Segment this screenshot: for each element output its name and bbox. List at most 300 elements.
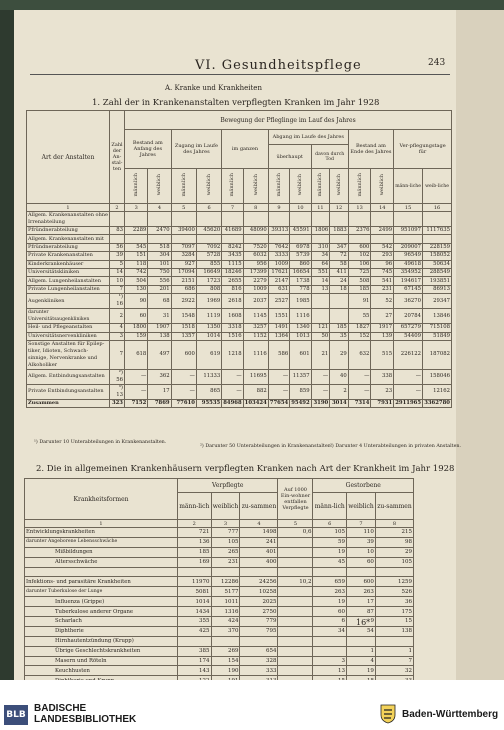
cell-value: 3284	[171, 252, 196, 260]
table-row	[27, 235, 452, 243]
cell-value: 6	[313, 617, 347, 627]
cell-value: 779	[240, 617, 278, 627]
cell-value: 2376	[348, 227, 371, 235]
cell-value: 8242	[222, 243, 243, 251]
cell-value: 956	[243, 260, 268, 268]
cell-value: 2025	[240, 597, 278, 607]
cell-value: 338	[371, 369, 394, 384]
cell-value: 106	[348, 260, 371, 268]
cell-value: 1011	[211, 597, 240, 607]
cell-value: 1723	[196, 277, 221, 285]
cell-value: 118	[125, 260, 148, 268]
cell-value: 16649	[196, 268, 221, 276]
cell-value: 1350	[196, 324, 221, 332]
table-row	[25, 646, 414, 656]
cell-value	[211, 567, 240, 577]
cell-value: 102	[348, 252, 371, 260]
cell-value: 1115	[222, 260, 243, 268]
column-number: 16	[423, 204, 452, 212]
cell-value	[278, 656, 313, 666]
cell-value: 2750	[240, 607, 278, 617]
cell-value: 77610	[171, 399, 196, 407]
cell-value: 424	[211, 617, 240, 627]
cell-value: 1907	[148, 324, 171, 332]
col-verpflegte: Verpflegte	[178, 479, 278, 493]
cell-value: 1014	[196, 332, 221, 340]
row-label: Altersschwäche	[25, 557, 178, 567]
table-row	[27, 260, 452, 268]
cell-value: 1013	[290, 332, 311, 340]
table-row	[27, 369, 452, 384]
cell-value	[311, 309, 330, 324]
cell-count: 7	[110, 340, 125, 369]
cell-value	[311, 212, 330, 227]
row-label: Private Lungenheilanstalten	[27, 285, 110, 293]
cell-value: 72	[330, 252, 349, 260]
cell-value: 6978	[290, 243, 311, 251]
column-number: 5	[278, 520, 313, 528]
cell-value: 45620	[196, 227, 221, 235]
col-verpflegungstage: Ver-pflegungstage für	[394, 130, 452, 169]
column-number: 13	[348, 204, 371, 212]
cell-value: 1218	[222, 340, 243, 369]
cell-value: 541	[371, 277, 394, 285]
cell-value: 185	[178, 547, 212, 557]
cell-value: 15	[375, 617, 413, 627]
cell-value: 59	[313, 537, 347, 547]
cell-value: 231	[211, 557, 240, 567]
cell-value	[347, 636, 376, 646]
sub-z: zu-sammen	[375, 493, 413, 520]
sub-m: männlich	[180, 173, 187, 197]
cell-value: 201	[148, 285, 171, 293]
cell-value: 20784	[394, 309, 423, 324]
cell-value: 2279	[243, 277, 268, 285]
page-number: 243	[428, 58, 446, 68]
cell-value: 169	[178, 557, 212, 567]
row-label: darunter Universitätsaugenkliniken	[27, 309, 110, 324]
cell-value: 54409	[394, 332, 423, 340]
table-row	[27, 243, 452, 251]
cell-value: 1316	[211, 607, 240, 617]
cell-value: 187082	[423, 340, 452, 369]
column-numbers	[25, 520, 414, 528]
row-label	[25, 567, 178, 577]
col-zahl: Zahl der An-stal-ten	[110, 111, 125, 204]
cell-value: 1516	[222, 332, 243, 340]
cell-value: —	[311, 369, 330, 384]
cell-value	[171, 212, 196, 227]
cell-value: 795	[240, 626, 278, 636]
cell-value: 1806	[311, 227, 330, 235]
cell-value: 545	[125, 243, 148, 251]
cell-value: 11970	[178, 577, 212, 587]
col-abgang: Abgang im Laufe des Jahres	[268, 130, 348, 145]
cell-value	[278, 547, 313, 557]
cell-value	[178, 567, 212, 577]
cell-value: 68	[148, 294, 171, 309]
section-title: VI. Gesundheitspflege	[195, 58, 362, 73]
cell-value: 3333	[268, 252, 289, 260]
cell-value: 32	[375, 666, 413, 676]
cell-value: 67145	[394, 285, 423, 293]
cell-value: 951097	[394, 227, 423, 235]
cell-value: 1551	[268, 309, 289, 324]
cell-value: 5081	[178, 587, 212, 597]
cell-value: 174	[178, 656, 212, 666]
table-row	[27, 277, 452, 285]
cell-value	[423, 235, 452, 243]
cell-value: 6032	[243, 252, 268, 260]
column-number: 9	[268, 204, 289, 212]
cell-value: 385	[178, 646, 212, 656]
cell-value: 657279	[394, 324, 423, 332]
cell-value: 3	[313, 656, 347, 666]
cell-value: 241	[240, 537, 278, 547]
column-number: 6	[313, 520, 347, 528]
cell-value: 686	[171, 285, 196, 293]
cell-value: 1014	[178, 597, 212, 607]
row-label: Heil- und Pflegeanstalten	[27, 324, 110, 332]
cell-value: 1491	[268, 324, 289, 332]
cell-value: 77654	[269, 400, 289, 407]
cell-value	[375, 636, 413, 646]
cell-value: 742	[125, 268, 148, 276]
cell-value: 551	[311, 268, 330, 276]
cell-value	[243, 212, 268, 227]
cell-value: 130	[125, 285, 148, 293]
cell-value: 401	[240, 547, 278, 557]
col-gestorbene: Gestorbene	[313, 479, 414, 493]
sub-m: männlich	[356, 173, 363, 197]
cell-value: 7	[375, 656, 413, 666]
cell-value	[125, 235, 148, 243]
column-number: 1	[27, 204, 110, 212]
cell-value: 215	[375, 528, 413, 538]
column-number: 7	[222, 204, 243, 212]
cell-value: —	[394, 369, 423, 384]
cell-value: 860	[290, 260, 311, 268]
sub-w: weiblich	[156, 174, 163, 196]
table-row	[25, 537, 414, 547]
cell-value: 310	[311, 243, 330, 251]
row-label: Diphtherie	[25, 626, 178, 636]
cell-value: 35	[330, 332, 349, 340]
table-row	[27, 252, 452, 260]
cell-value	[125, 212, 148, 227]
cell-value: 39	[347, 537, 376, 547]
cell-value: 87	[347, 607, 376, 617]
cell-value	[330, 294, 349, 309]
cell-value: 304	[148, 252, 171, 260]
cell-value	[313, 636, 347, 646]
cell-value: 139	[371, 332, 394, 340]
cell-value: 333	[240, 666, 278, 676]
sub-m: männlich	[317, 173, 324, 197]
cell-value: 1738	[290, 277, 311, 285]
cell-value: 2289	[125, 227, 148, 235]
cell-value: 3362780	[424, 400, 450, 407]
sub-ml: männ-liche	[394, 169, 423, 204]
row-label: Entwicklungskrankheiten	[25, 528, 178, 538]
cell-value: 5739	[290, 252, 311, 260]
table-row	[27, 309, 452, 324]
col-zugang: Zugang im Laufe des Jahres	[171, 130, 222, 169]
cell-value	[278, 646, 313, 656]
cell-value: 190	[211, 666, 240, 676]
cell-value: 17621	[268, 268, 289, 276]
cell-value: 12286	[211, 577, 240, 587]
cell-value: 159	[125, 332, 148, 340]
cell-value: 865	[196, 384, 221, 399]
cell-value: 9	[347, 617, 376, 627]
col-bestand-anfang: Bestand am Anfang des Jahres	[125, 130, 172, 169]
column-number: 8	[375, 520, 413, 528]
cell-value: 1119	[196, 309, 221, 324]
cell-value	[148, 212, 171, 227]
cell-value	[278, 567, 313, 577]
cell-value: 105	[375, 557, 413, 567]
total-row	[27, 399, 452, 407]
cell-value: 542	[371, 243, 394, 251]
cell-value: 7869	[148, 399, 171, 407]
table-row	[25, 666, 414, 676]
library-name	[34, 703, 136, 725]
table-row	[25, 587, 414, 597]
cell-value	[311, 235, 330, 243]
cell-value: 96549	[394, 252, 423, 260]
footnote-1: ¹) Darunter 10 Unterabteilungen in Krankenanstalten.	[34, 440, 167, 445]
cell-value	[330, 235, 349, 243]
sub-w: weiblich	[347, 493, 376, 520]
cell-value: 17	[148, 384, 171, 399]
cell-value: 60	[125, 309, 148, 324]
row-label: Masern und Röteln	[25, 656, 178, 666]
cell-value: 600	[347, 577, 376, 587]
library-name-line2: LANDESBIBLIOTHEK	[34, 714, 137, 725]
cell-value: 411	[330, 268, 349, 276]
cell-value: —	[125, 384, 148, 399]
cell-value: 24256	[240, 577, 278, 587]
row-label: Augenkliniken	[27, 294, 110, 309]
row-label: Mißbildungen	[25, 547, 178, 557]
cell-value: 16654	[290, 268, 311, 276]
cell-value: 151	[125, 252, 148, 260]
row-label: Infektions- und parasitäre Krankheiten	[25, 577, 178, 587]
column-number: 7	[347, 520, 376, 528]
cell-value: 1340	[290, 324, 311, 332]
cell-value: 508	[348, 277, 371, 285]
cell-value	[240, 636, 278, 646]
cell-value: 1917	[371, 324, 394, 332]
cell-value: 84968	[223, 400, 242, 407]
cell-value: 2037	[243, 294, 268, 309]
cell-value: —	[222, 369, 243, 384]
cell-value: 228159	[423, 243, 452, 251]
state-name: Baden-Württemberg	[402, 709, 499, 720]
cell-value	[347, 567, 376, 577]
row-label: Universitätsnervenkliniken	[27, 332, 110, 340]
column-number: 6	[196, 204, 221, 212]
cell-value: 1883	[330, 227, 349, 235]
cell-value: 927	[171, 260, 196, 268]
cell-value	[394, 212, 423, 227]
row-label: Tuberkulose anderer Organe	[25, 607, 178, 617]
cell-value	[240, 567, 278, 577]
column-number: 11	[311, 204, 330, 212]
cell-value: 7092	[196, 243, 221, 251]
cell-value: 1608	[222, 309, 243, 324]
cell-value: 4	[347, 656, 376, 666]
cell-value: 1152	[243, 332, 268, 340]
row-label: Private Entbindungsanstalten	[27, 384, 110, 399]
cell-value	[278, 607, 313, 617]
cell-value: 13846	[423, 309, 452, 324]
cell-value: 98	[375, 537, 413, 547]
cell-value: 154	[211, 656, 240, 666]
table-hospital-patients	[26, 110, 452, 408]
cell-value: 49618	[394, 260, 423, 268]
cell-value	[211, 636, 240, 646]
cell-value: 1434	[178, 607, 212, 617]
column-number: 12	[330, 204, 349, 212]
cell-count	[110, 212, 125, 227]
cell-value	[222, 235, 243, 243]
row-label: darunter Angeborene Lebensschwäche	[25, 537, 178, 547]
cell-value: —	[222, 384, 243, 399]
column-number: 3	[125, 204, 148, 212]
cell-value: 2147	[268, 277, 289, 285]
cell-value	[222, 212, 243, 227]
cell-value: 52	[371, 294, 394, 309]
sub-w: weiblich	[297, 174, 304, 196]
cell-value: 105	[211, 537, 240, 547]
cell-count: 39	[110, 252, 125, 260]
cell-value	[278, 617, 313, 627]
cell-value: 1364	[268, 332, 289, 340]
table-row	[27, 227, 452, 235]
cell-value: 631	[268, 285, 289, 293]
cell-value: 855	[196, 260, 221, 268]
cell-value: 7520	[243, 243, 268, 251]
cell-count: 14	[110, 268, 125, 276]
column-number: 3	[211, 520, 240, 528]
cell-value	[311, 294, 330, 309]
cell-value	[278, 597, 313, 607]
cell-value: 600	[171, 340, 196, 369]
sub-w: weiblich	[211, 493, 240, 520]
cell-value: 859	[290, 384, 311, 399]
cell-value: 58	[330, 260, 349, 268]
table-row	[27, 324, 452, 332]
table-row	[25, 636, 414, 646]
sub-w: weiblich	[206, 174, 213, 196]
cell-value: 1009	[243, 285, 268, 293]
cell-value: 18	[330, 285, 349, 293]
cell-value: 60	[313, 607, 347, 617]
cell-value	[196, 212, 221, 227]
cell-count: ¹) 16	[110, 294, 125, 309]
column-number: 15	[394, 204, 423, 212]
cell-value: 101	[148, 260, 171, 268]
cell-value: 2499	[371, 227, 394, 235]
row-label: Hirnhautentzündung (Krupp)	[25, 636, 178, 646]
cell-value: 175	[375, 607, 413, 617]
cell-value	[278, 636, 313, 646]
cell-value: 7931	[371, 399, 394, 407]
cell-value: —	[348, 384, 371, 399]
cell-value: 1259	[375, 577, 413, 587]
cell-value: 54	[347, 626, 376, 636]
table-row	[27, 384, 452, 399]
sub-m: männlich	[229, 173, 236, 197]
cell-value: 143	[178, 666, 212, 676]
cell-value: 1969	[196, 294, 221, 309]
cell-count: 56	[110, 243, 125, 251]
cell-value: 362	[148, 369, 171, 384]
cell-value: 193851	[423, 277, 452, 285]
column-number: 14	[371, 204, 394, 212]
cell-value: 777	[211, 528, 240, 538]
page-mark: 16*	[356, 618, 371, 627]
cell-value: 34	[313, 626, 347, 636]
cell-value: 7642	[268, 243, 289, 251]
cell-value: 1116	[290, 309, 311, 324]
cell-count: 5	[110, 260, 125, 268]
cell-value: 618	[125, 340, 148, 369]
cell-value	[348, 212, 371, 227]
table-row	[27, 285, 452, 293]
cell-value	[278, 557, 313, 567]
cell-value: 152	[348, 332, 371, 340]
cell-value: 36	[375, 597, 413, 607]
cell-count: 3	[110, 332, 125, 340]
table-row	[27, 294, 452, 309]
cell-value: 1116	[243, 340, 268, 369]
cell-count: 4	[110, 324, 125, 332]
cell-value: 1800	[125, 324, 148, 332]
cell-value: 60	[347, 557, 376, 567]
row-label: Keuchhusten	[25, 666, 178, 676]
cell-value	[290, 212, 311, 227]
cell-value: 91	[348, 294, 371, 309]
table-row	[25, 597, 414, 607]
cell-value: 209007	[394, 243, 423, 251]
cell-value: 17399	[243, 268, 268, 276]
cell-value: 619	[196, 340, 221, 369]
cell-value	[371, 235, 394, 243]
cell-value: 1548	[171, 309, 196, 324]
column-number: 4	[240, 520, 278, 528]
cell-value: 110	[347, 528, 376, 538]
sub-w: weiblich	[252, 174, 259, 196]
cell-value: 425	[178, 626, 212, 636]
cell-value: 13	[311, 285, 330, 293]
cell-value: 715108	[423, 324, 452, 332]
cell-value: 816	[222, 285, 243, 293]
cell-value	[278, 626, 313, 636]
cell-value: 3257	[243, 324, 268, 332]
cell-value: 1	[375, 646, 413, 656]
blb-logo: BLB	[4, 705, 28, 725]
cell-value: 39313	[268, 227, 289, 235]
cell-value: 7152	[125, 399, 148, 407]
table-row	[25, 557, 414, 567]
cell-value: 90	[125, 294, 148, 309]
row-label: Pfründnerabteilung	[27, 227, 110, 235]
cell-value: 11695	[243, 369, 268, 384]
col-ueberhaupt: überhaupt	[268, 145, 311, 169]
